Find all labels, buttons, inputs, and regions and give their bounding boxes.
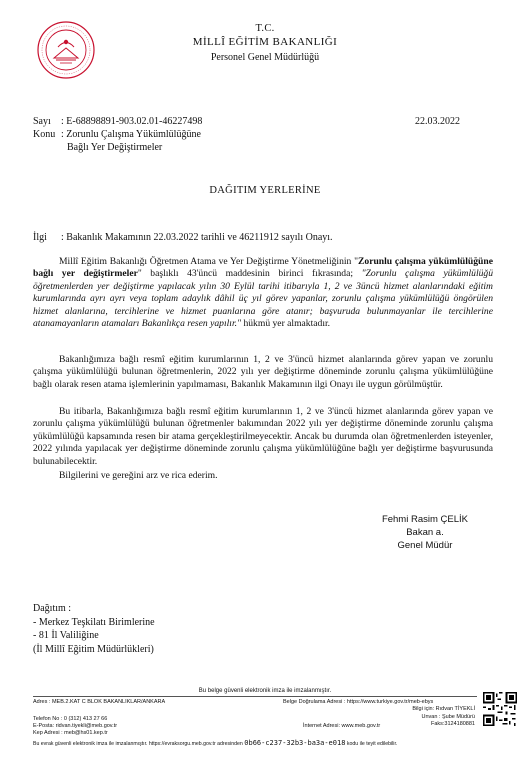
konu-row bbox=[33, 129, 201, 140]
ilgi-value: : Bakanlık Makamının 22.03.2022 tarihli ve 46211912 sayılı Onayı. bbox=[61, 232, 333, 243]
document-date: 22.03.2022 bbox=[415, 116, 460, 127]
footer-info: Bilgi için: Rıdvan TİYEKLİ bbox=[412, 706, 475, 712]
distribution-item-2: - 81 İl Valiliğine bbox=[33, 630, 99, 641]
ilgi-label: İlgi bbox=[33, 232, 47, 243]
paragraph-2: Bakanlığımıza bağlı resmî eğitim kurumlarının 1, 2 ve 3'üncü hizmet alanlarında görev yapan ve zorunlu çalışma yükümlülüğü bulunan öğretmenlerin, 2022 yılı yer değiştirme döneminde zorunlu çalışma yükümlülüğüne bağlı olarak resen atama işlemlerinin yapılmaması, Bakanlık Makamının ilgi Onayı ile uygun görülmüştür. bbox=[33, 354, 493, 390]
signatory-role-2: Genel Müdür bbox=[397, 540, 453, 551]
esign-notice: Bu belge güvenli elektronik imza ile imzalanmıştır. bbox=[198, 688, 332, 694]
verify-code: 0b66-c237-32b3-ba3a-e018 bbox=[244, 739, 346, 747]
sayi-label: Sayı bbox=[33, 116, 51, 127]
header-directorate: Personel Genel Müdürlüğü bbox=[210, 52, 320, 63]
paragraph-3: Bu itibarla, Bakanlığımıza bağlı resmî eğitim kurumlarının 1, 2 ve 3'üncü hizmet alanlarında görev yapan ve zorunlu çalışma yükümlülüğü bulunan öğretmenler bakımından 2022 yılı yer değiştirme döneminde zorunlu çalışma yükümlülüğü kapsamında resen bir atama gerçekleştirilmeyecektir. Ancak bu durumda olan öğretmenlerden isteyenler, 2022 yılında yapılacak yer değiştirme döneminde zorunlu çalışma yükümlülüğüne bağlı yer değiştirme başvurusunda bulunabilecektir. bbox=[33, 406, 493, 467]
footer-email: E-Posta: ridvan.tiyekli@meb.gov.tr bbox=[33, 723, 118, 729]
footer-divider bbox=[33, 696, 477, 697]
konu-value-line2: Bağlı Yer Değiştirmeler bbox=[67, 142, 163, 153]
distribution-item-3: (İl Millî Eğitim Müdürlükleri) bbox=[33, 643, 154, 655]
header-tc: T.C. bbox=[255, 23, 275, 34]
verify-text-a: Bu evrak güvenli elektronik imza ile imzalanmıştır. https://evraksorgu.meb.gov.tr adresinden bbox=[33, 741, 243, 747]
paragraph-4: Bilgilerini ve gereğini arz ve rica ederim. bbox=[59, 470, 218, 481]
header-ministry: MİLLÎ EĞİTİM BAKANLIĞI bbox=[192, 36, 338, 48]
footer-web: İnternet Adresi: www.meb.gov.tr bbox=[303, 723, 381, 729]
footer-address: Adres : MEB.2.KAT C BLOK BAKANLIKLAR/ANKARA bbox=[33, 699, 166, 705]
p1-text-a: Millî Eğitim Bakanlığı Öğretmen Atama ve Yer Değiştirme Yönetmeliğinin " bbox=[59, 256, 358, 267]
p1-italic-quote: "Zorunlu çalışma yükümlülüğü öğretmenlerden yer değiştirme yapılacak yılın 30 Eylül tarihi itibarıyla 1, 2 ve 3üncü hizmet alanlarındaki eğitim kurumlarında ayrı ayrı veya toplam adaylık dâhil üç yıl görev yapanlar, zorunlu çalışma yükümlülüğü öngörülen hizmet alanlarına, tercihlerine ve hizmet puanlarına göre atanır; başvuruda bulunmayanlar ile tercihlerine atanamayanların atamaları Bakanlıkça resen yapılır." bbox=[33, 268, 494, 330]
ilgi-row bbox=[33, 232, 333, 243]
p1-text-c: hükmü yer almaktadır. bbox=[241, 318, 331, 330]
footer-kep: Kep Adresi : meb@hs01.kep.tr bbox=[33, 730, 108, 736]
distribution-title: Dağıtım : bbox=[33, 603, 72, 614]
sayi-value: : E-68898891-903.02.01-46227498 bbox=[61, 116, 203, 127]
footer-title-role: Unvan : Şube Müdürü bbox=[421, 714, 475, 720]
paragraph-1 bbox=[33, 256, 493, 330]
sayi-row bbox=[33, 116, 202, 127]
distribution-block bbox=[33, 602, 155, 656]
p1-bold: Zorunlu çalışma yükümlülüğüne bağlı yer değiştirmeler bbox=[33, 256, 493, 280]
footer-verify-address: Belge Doğrulama Adresi : https://www.turkiye.gov.tr/meb-ebys bbox=[283, 699, 434, 705]
qr-code-icon bbox=[483, 692, 517, 726]
distribution-item-1: - Merkez Teşkilatı Birimlerine bbox=[33, 616, 155, 628]
footer-verify-line bbox=[33, 739, 397, 747]
verify-text-b: kodu ile teyit edilebilir. bbox=[346, 741, 398, 747]
document-title: DAĞITIM YERLERİNE bbox=[209, 185, 321, 196]
konu-label: Konu bbox=[33, 129, 56, 140]
footer-fax: Faks:3124180881 bbox=[430, 721, 475, 727]
signatory-role-1: Bakan a. bbox=[406, 527, 444, 538]
signatory-name: Fehmi Rasim ÇELİK bbox=[381, 514, 468, 525]
footer-phone: Telefon No : 0 (312) 413 27 66 bbox=[33, 716, 108, 722]
p1-text-b: " başlıklı 43'üncü maddesinin birinci fıkrasında; bbox=[137, 268, 362, 280]
signature-block bbox=[382, 513, 468, 552]
konu-value: : Zorunlu Çalışma Yükümlülüğüne bbox=[61, 129, 201, 140]
